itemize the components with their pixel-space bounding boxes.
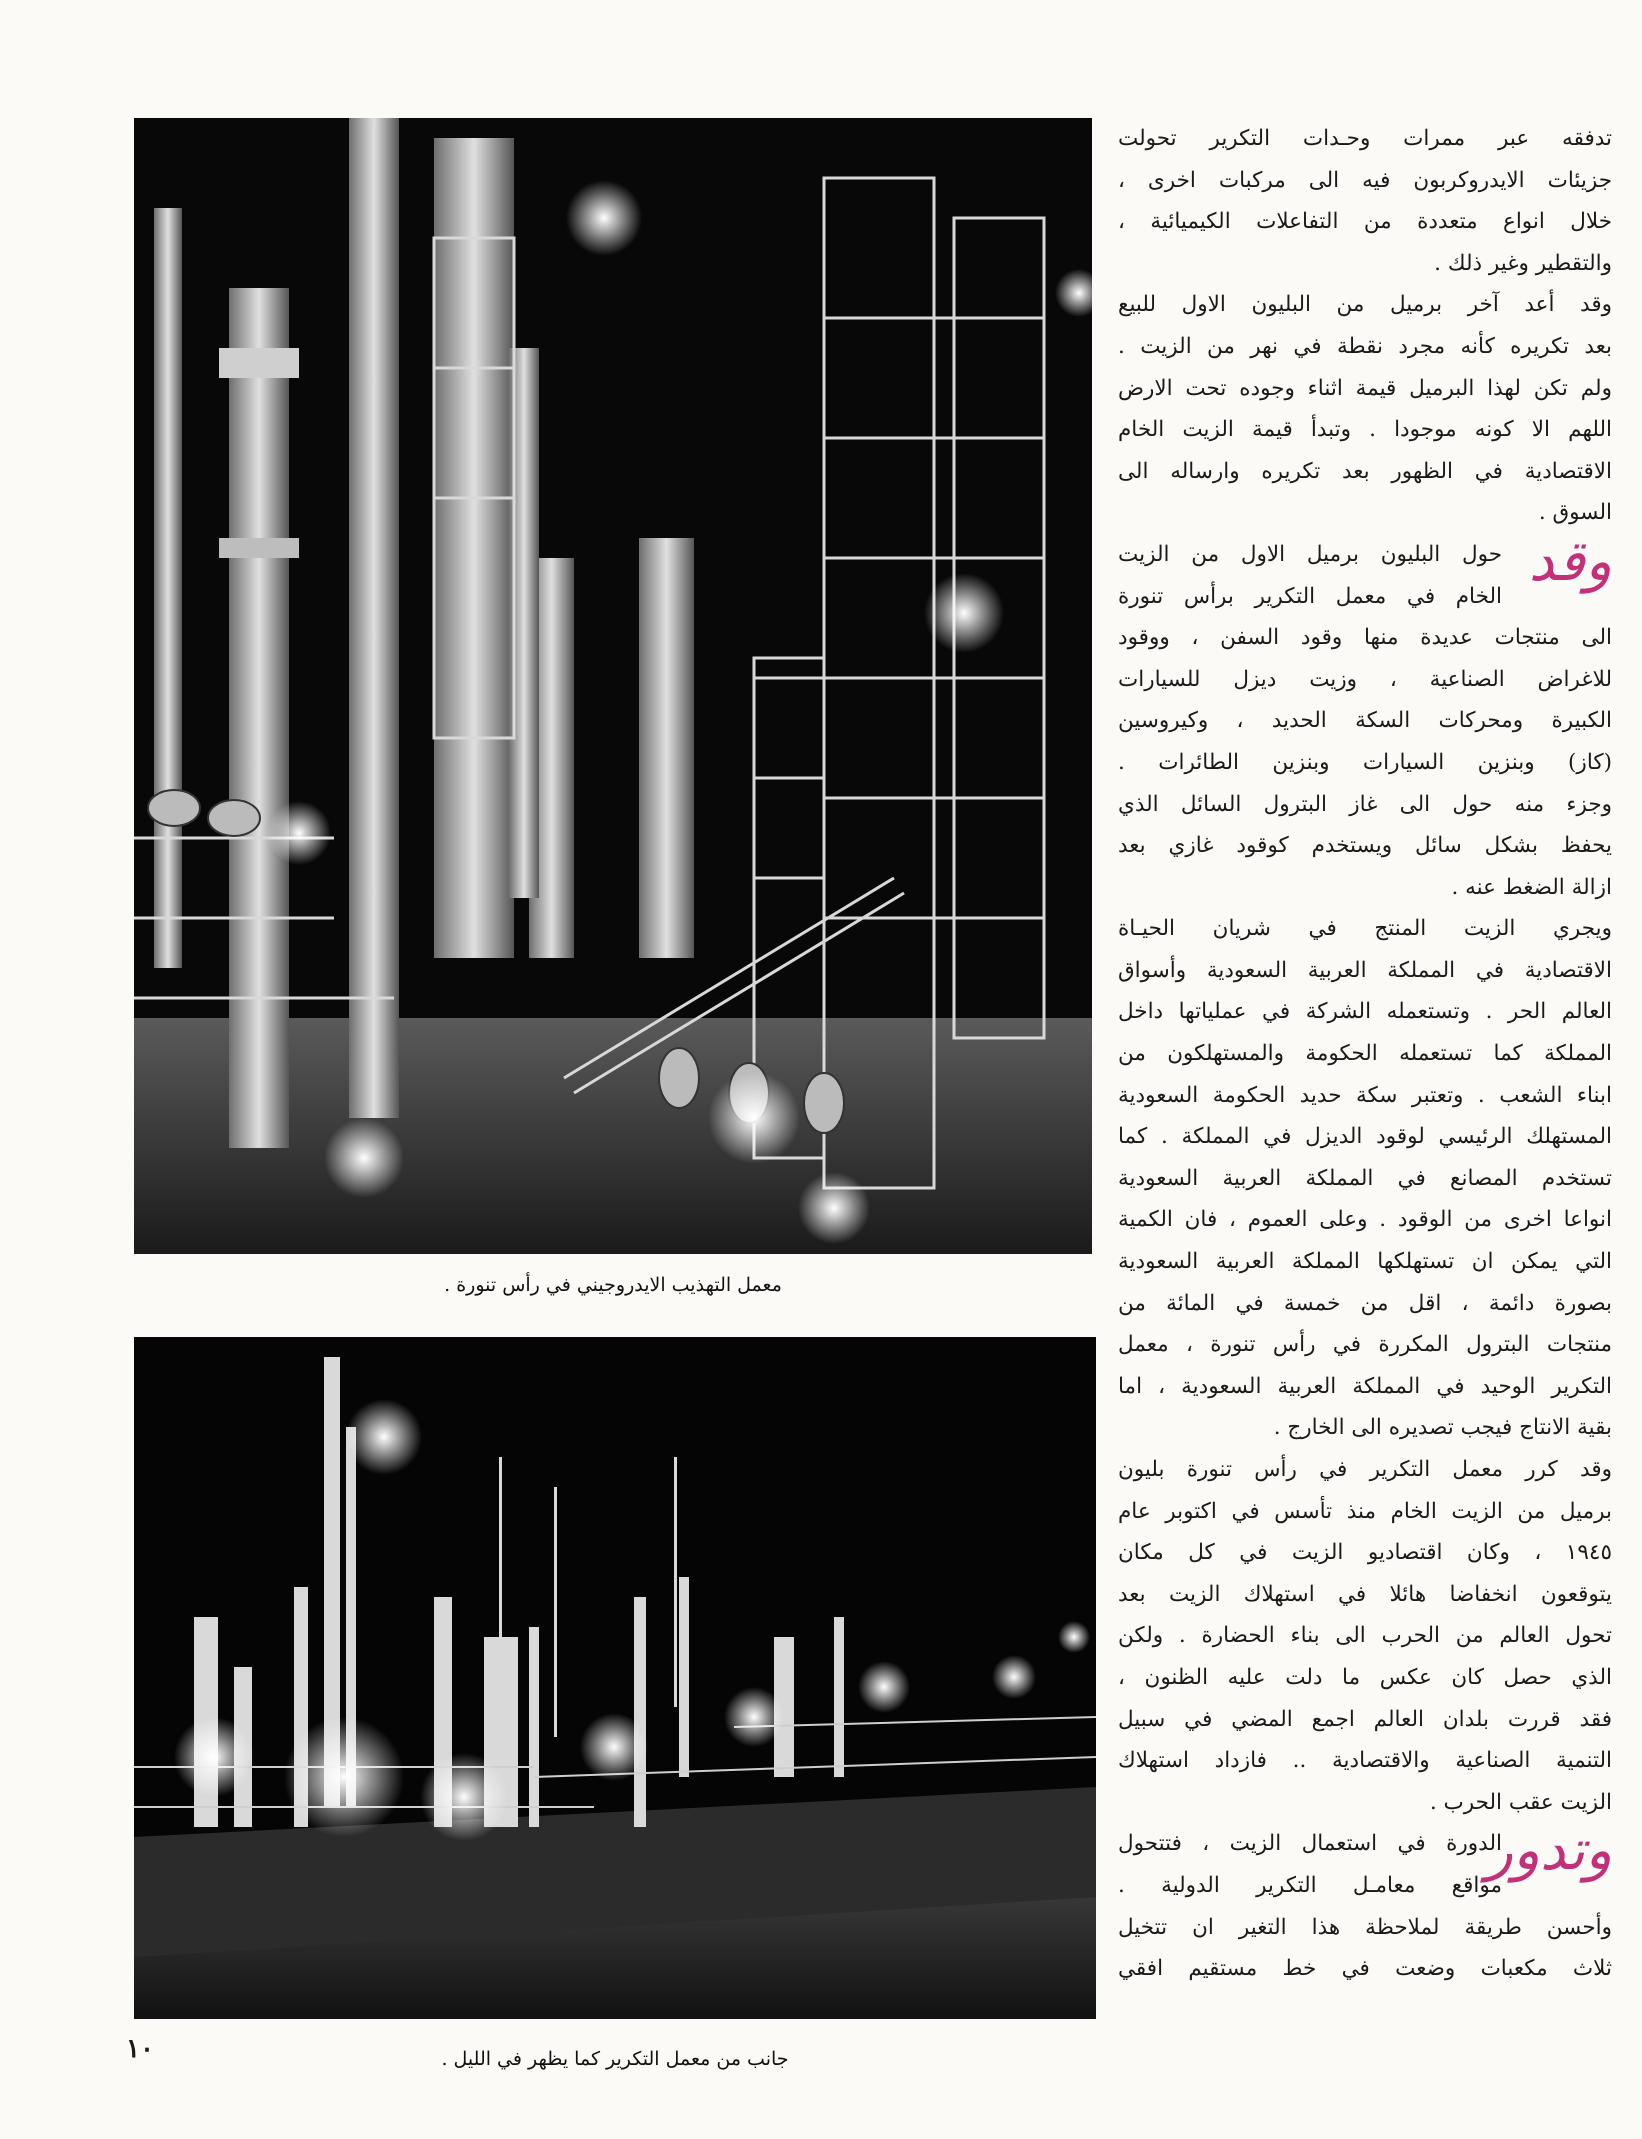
text-line: ولم تكن لهذا البرميل قيمة اثناء وجوده تحت الارض: [1118, 375, 1612, 401]
text-line: فقد قررت بلدان العالم اجمع المضي في سبيل: [1118, 1706, 1612, 1732]
text-line: ويجري الزيت المنتج في شريان الحيـاة: [1118, 916, 1612, 942]
text-line: الكبيرة ومحركات السكة الحديد ، وكيروسين: [1118, 708, 1612, 734]
text-line: الخام في معمل التكرير برأس تنورة: [1118, 583, 1502, 609]
text-line: حول البليون برميل الاول من الزيت: [1118, 541, 1502, 567]
article-text-column: [1118, 118, 1612, 1990]
drop-cap-word: وتدور: [1485, 1818, 1612, 1884]
text-line: وقد أعد آخر برميل من البليون الاول للبيع: [1118, 292, 1612, 318]
text-line: (كاز) وبنزين السيارات وبنزين الطائرات .: [1118, 749, 1612, 775]
text-line: التنمية الصناعية والاقتصادية .. فازداد استهلاك: [1118, 1748, 1612, 1774]
text-line: العالم الحر . وتستعمله الشركة في عملياتها داخل: [1118, 999, 1612, 1025]
text-line: ابناء الشعب . وتعتبر سكة حديد الحكومة السعودية: [1118, 1082, 1612, 1108]
paragraph-3: [1118, 528, 1612, 908]
text-line: ١٩٤٥ ، وكان اقتصاديو الزيت في كل مكان: [1118, 1540, 1612, 1566]
text-line: خلال انواع متعددة من التفاعلات الكيميائية ،: [1118, 209, 1612, 235]
text-line: بعد تكريره كأنه مجرد نقطة في نهر من الزيت .: [1118, 333, 1612, 359]
text-line: التي يمكن ان تستهلكها المملكة العربية السعودية: [1118, 1249, 1612, 1275]
text-line: الاقتصادية في المملكة العربية السعودية وأسواق: [1118, 957, 1612, 983]
photo-caption-top: معمل التهذيب الايدروجيني في رأس تنورة .: [444, 1274, 782, 1296]
text-line: السوق .: [1538, 500, 1612, 526]
text-line: منتجات البترول المكررة في رأس تنورة ، معمل: [1118, 1332, 1612, 1358]
text-line: يتوقعون انخفاضا هائلا في استهلاك الزيت بعد: [1118, 1581, 1612, 1607]
paragraph-6: [1118, 1818, 1612, 1989]
text-line: بصورة دائمة ، اقل من خمسة في المائة من: [1118, 1290, 1612, 1316]
text-line: وقد كرر معمل التكرير في رأس تنورة بليون: [1118, 1457, 1612, 1482]
text-line: مواقع معامـل التكرير الدولية .: [1118, 1872, 1502, 1898]
paragraph-5: [1118, 1449, 1612, 1823]
text-line: تستخدم المصانع في المملكة العربية السعودية: [1118, 1165, 1612, 1191]
text-line: للاغراض الصناعية ، وزيت ديزل للسيارات: [1118, 666, 1612, 692]
text-line: جزيئات الايدروكربون فيه الى مركبات اخرى ،: [1118, 167, 1612, 193]
text-line: المستهلك الرئيسي لوقود الديزل في المملكة . كما: [1118, 1124, 1612, 1150]
text-line: المملكة كما تستعمله الحكومة والمستهلكون من: [1118, 1041, 1612, 1067]
text-line: اللهم الا كونه موجودا . وتبدأ قيمة الزيت الخام: [1118, 417, 1612, 443]
refinery-night-image: [134, 1337, 1096, 2019]
text-line: الدورة في استعمال الزيت ، فتتحول: [1118, 1831, 1502, 1857]
refinery-photo-top: [134, 118, 1092, 1254]
text-line: الذي حصل كان عكس ما دلت عليه الظنون ،: [1118, 1664, 1612, 1690]
text-line: انواعا اخرى من الوقود . وعلى العموم ، فان الكمية: [1118, 1207, 1612, 1233]
text-line: والتقطير وغير ذلك .: [1434, 250, 1612, 276]
text-line: وأحسن طريقة لملاحظة هذا التغير ان تتخيل: [1118, 1914, 1612, 1940]
paragraph-2: [1118, 284, 1612, 534]
text-line: الزيت عقب الحرب .: [1429, 1789, 1612, 1815]
text-line: يحفظ بشكل سائل ويستخدم كوقود غازي بعد: [1118, 833, 1612, 859]
refinery-photo-bottom: [134, 1337, 1096, 2019]
text-line: تدفقه عبر ممرات وحـدات التكرير تحولت: [1118, 126, 1612, 151]
text-line: التكرير الوحيد في المملكة العربية السعودية ، اما: [1118, 1373, 1612, 1399]
text-line: وجزء منه حول الى غاز البترول السائل الذي: [1118, 791, 1612, 817]
paragraph-4: [1118, 908, 1612, 1449]
text-line: الاقتصادية في الظهور بعد تكريره وارساله الى: [1118, 458, 1612, 484]
text-line: تحول العالم من الحرب الى بناء الحضارة . ولكن: [1118, 1623, 1612, 1649]
drop-cap-word: وقد: [1528, 528, 1612, 594]
text-line: الى منتجات عديدة منها وقود السفن ، ووقود: [1118, 625, 1612, 651]
text-line: ثلاث مكعبات وضعت في خط مستقيم افقي: [1118, 1956, 1612, 1982]
text-line: بقية الانتاج فيجب تصديره الى الخارج .: [1273, 1415, 1612, 1441]
paragraph-1: [1118, 118, 1612, 284]
text-line: برميل من الزيت الخام منذ تأسس في اكتوبر عام: [1118, 1498, 1612, 1524]
refinery-towers-image: [134, 118, 1092, 1254]
page-number: ١٠: [126, 2034, 154, 2064]
photo-caption-bottom: جانب من معمل التكرير كما يظهر في الليل .: [441, 2048, 789, 2070]
text-line: ازالة الضغط عنه .: [1451, 874, 1612, 900]
